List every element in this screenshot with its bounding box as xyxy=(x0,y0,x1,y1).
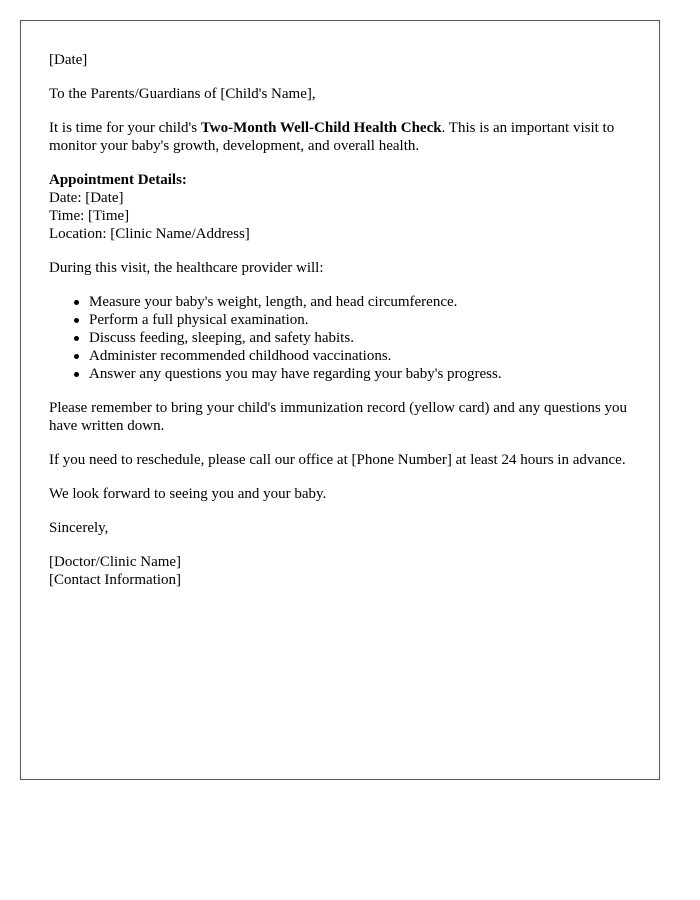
intro-paragraph xyxy=(49,119,631,155)
list-item: Discuss feeding, sleeping, and safety habits. xyxy=(89,329,631,347)
signature-name: [Doctor/Clinic Name] xyxy=(49,554,182,570)
appointment-location: Location: [Clinic Name/Address] xyxy=(49,226,250,242)
visit-intro: During this visit, the healthcare provider will: xyxy=(49,260,324,276)
intro-text-after: . This is an important visit to monitor your baby's growth, development, and overall health. xyxy=(49,120,615,154)
intro-text-before: It is time for your child's xyxy=(49,120,201,136)
signoff: Sincerely, xyxy=(49,520,109,536)
appointment-time: Time: [Time] xyxy=(49,208,130,224)
signature-block xyxy=(49,553,631,589)
list-item: Perform a full physical examination. xyxy=(89,311,631,329)
closing-paragraph: We look forward to seeing you and your baby. xyxy=(49,486,327,502)
appointment-heading: Appointment Details: xyxy=(49,172,187,188)
list-item: Administer recommended childhood vaccinations. xyxy=(89,347,631,365)
reschedule-paragraph: If you need to reschedule, please call our office at [Phone Number] at least 24 hours in advance. xyxy=(49,452,626,468)
list-item: Measure your baby's weight, length, and head circumference. xyxy=(89,293,631,311)
letter-salutation: To the Parents/Guardians of [Child's Name], xyxy=(49,86,316,102)
letter-date: [Date] xyxy=(49,52,88,68)
appointment-details xyxy=(49,171,631,243)
reminder-paragraph: Please remember to bring your child's immunization record (yellow card) and any questions you have written down. xyxy=(49,400,627,434)
signature-contact: [Contact Information] xyxy=(49,572,182,588)
appointment-date: Date: [Date] xyxy=(49,190,124,206)
letter-document xyxy=(20,20,660,780)
list-item: Answer any questions you may have regarding your baby's progress. xyxy=(89,365,631,383)
checkup-name: Two-Month Well-Child Health Check xyxy=(200,120,442,136)
visit-task-list xyxy=(49,293,631,383)
